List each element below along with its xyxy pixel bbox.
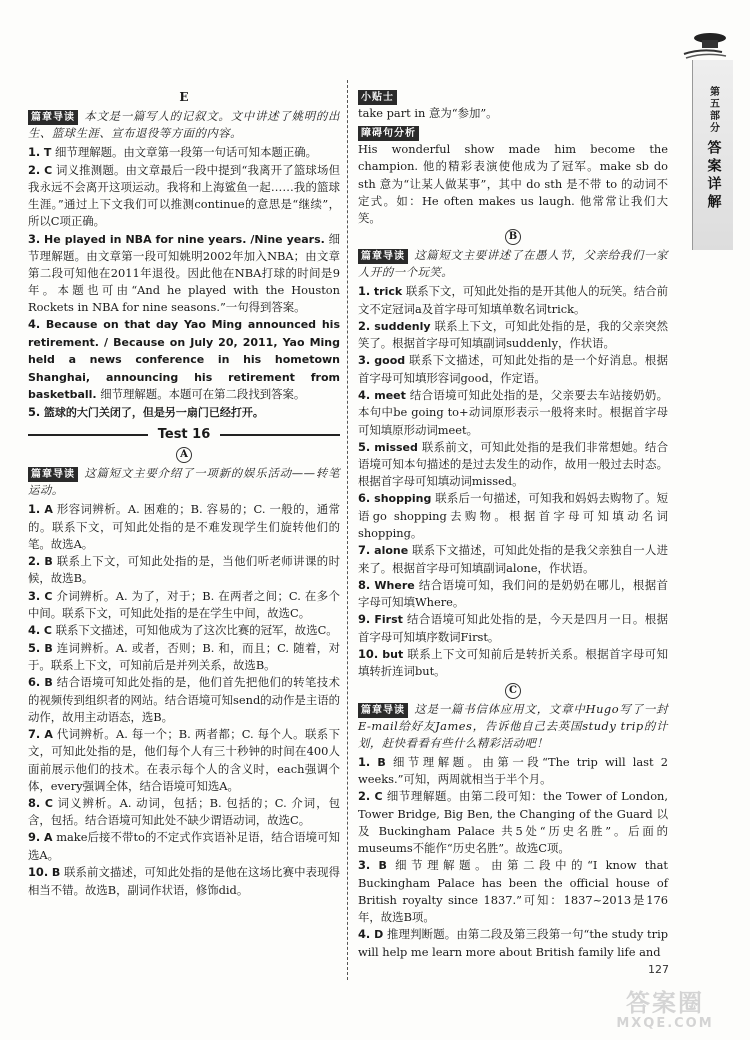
item-answer: B bbox=[44, 554, 53, 568]
sentence-tag: 障碍句分析 bbox=[358, 126, 419, 141]
tip-tag: 小贴士 bbox=[358, 90, 397, 105]
section-b-answers bbox=[358, 283, 668, 680]
answer-item bbox=[358, 646, 668, 681]
item-answer: B bbox=[51, 866, 61, 880]
item-explanation: 形容词辨析。A. 困难的；B. 容易的；C. 一般的，通常的。联系下文，可知此处指的是不难发现学生们旋转他们的笔。故选A。 bbox=[28, 502, 341, 551]
item-answer: B bbox=[377, 755, 386, 769]
item-explanation: 词义推测题。由文章最后一段中提到“我离开了篮球场但我永远不会离开这项运动。我将和上海鲨鱼一起……我的篮球生涯。”通过上下文我们可以推测continue的意思是“继续”，所以C项正确。 bbox=[28, 162, 341, 229]
section-a-answers bbox=[28, 501, 340, 898]
item-explanation: 介词辨析。A. 为了，对于；B. 在两者之间；C. 在多个中间。联系下文，可知此处指的是在学生中间，故选C。 bbox=[28, 588, 340, 621]
item-explanation: 细节理解题。本题可在第二段找到答案。 bbox=[100, 387, 306, 402]
answer-item bbox=[28, 588, 340, 623]
item-explanation: 联系下文，可知此处指的是开其他人的玩笑。结合前文不定冠词a及首字母可知填单数名词trick。 bbox=[358, 284, 669, 316]
answer-item bbox=[358, 857, 668, 926]
answer-item bbox=[28, 622, 340, 640]
test-title: Test 16 bbox=[157, 427, 211, 443]
answer-item bbox=[28, 231, 340, 317]
answer-item bbox=[358, 318, 668, 353]
answer-item bbox=[28, 553, 340, 588]
answer-item bbox=[358, 926, 668, 961]
watermark-logo bbox=[590, 990, 740, 1034]
item-answer: good bbox=[374, 354, 406, 368]
answer-item bbox=[28, 404, 340, 422]
item-answer: D bbox=[374, 928, 384, 942]
answer-item bbox=[28, 501, 340, 553]
page-number: 127 bbox=[648, 963, 669, 976]
item-number: 2. bbox=[358, 318, 371, 333]
item-number: 10. bbox=[28, 865, 49, 880]
item-explanation: 联系后一句描述，可知我和妈妈去购物了。短语go shopping去购物。根据首字母可知填动名词shopping。 bbox=[358, 491, 668, 540]
item-number: 2. bbox=[28, 162, 41, 177]
lead-text: 本文是一篇写人的记叙文。文中讲述了姚明的出生、篮球生涯、宣布退役等方面的内容。 bbox=[28, 109, 340, 141]
lead-tag: 篇章导读 bbox=[28, 110, 78, 125]
answer-item bbox=[358, 283, 668, 318]
item-answer: suddenly bbox=[374, 319, 431, 333]
item-explanation: 联系前文描述，可知此处指的是他在这场比赛中表现得相当不错。故选B，副词作状语，修饰did。 bbox=[28, 865, 340, 897]
item-answer: trick bbox=[373, 285, 403, 299]
graduation-cap-icon bbox=[682, 30, 732, 60]
item-number: 7. bbox=[358, 543, 371, 558]
item-number: 9. bbox=[28, 830, 41, 845]
answer-item bbox=[28, 829, 340, 864]
item-number: 3. bbox=[28, 231, 41, 246]
answer-item bbox=[28, 726, 340, 795]
heading-rule bbox=[220, 434, 340, 436]
item-explanation: 结合语境可知此处指的是，今天是四月一日。根据首字母可知填序数词First。 bbox=[358, 612, 668, 644]
answer-item bbox=[358, 611, 668, 646]
item-explanation: 结合语境可知此处指的是，父亲要去车站接奶奶。本句中be going to+动词原形表示一般将来时。根据首字母可知填原形动词meet。 bbox=[358, 387, 668, 437]
lead-text: 这是一篇书信体应用文，文章中Hugo写了一封E-mail给好友James，告诉他自己去英国study trip的计划，赶快看看有些什么精彩活动吧！ bbox=[358, 701, 668, 750]
item-answer: B bbox=[44, 641, 53, 655]
answer-item bbox=[28, 162, 340, 231]
item-answer: C bbox=[44, 163, 53, 177]
item-answer: C bbox=[374, 790, 383, 804]
item-explanation: 联系上下文可知前后是转折关系。根据首字母可知填转折连词but。 bbox=[358, 646, 668, 679]
item-number: 5. bbox=[28, 404, 41, 419]
item-answer: He played in NBA for nine years. /Nine years. bbox=[44, 232, 325, 246]
column-divider bbox=[347, 80, 348, 980]
answer-item bbox=[28, 640, 340, 675]
item-explanation: 推理判断题。由第二段及第三段第一句“the study trip will help me learn more about British family life and bbox=[358, 927, 668, 959]
item-number: 4. bbox=[28, 317, 41, 332]
answer-item bbox=[358, 439, 668, 491]
item-answer: C bbox=[44, 796, 53, 810]
item-answer: First bbox=[374, 613, 403, 627]
item-answer: C bbox=[44, 589, 53, 603]
item-number: 1. bbox=[28, 502, 41, 517]
item-explanation: 连词辨析。A. 或者，否则；B. 和，而且；C. 随着，对于。联系上下文，可知前后是并列关系，故选B。 bbox=[28, 640, 340, 673]
left-column bbox=[28, 88, 340, 899]
answer-item bbox=[28, 795, 340, 830]
item-answer: but bbox=[382, 647, 404, 661]
item-number: 8. bbox=[358, 577, 371, 592]
section-b-lead bbox=[358, 247, 668, 281]
item-explanation: 细节理解题。由文章第一段可知姚明2002年加入NBA；由文章第二段可知他在2011年退役。因此他在NBA打球的时间是9年。本题也可由“And he played with the Houston Rockets in NBA for nine seasons.”一句得到答案。 bbox=[28, 231, 341, 315]
section-a-heading: A bbox=[176, 447, 192, 463]
answer-item bbox=[358, 754, 668, 789]
watermark-line-2: MXQE.COM bbox=[616, 1016, 714, 1031]
tip-text: take part in 意为“参加”。 bbox=[358, 106, 498, 121]
answer-item bbox=[358, 788, 668, 857]
item-number: 4. bbox=[358, 927, 371, 942]
item-number: 4. bbox=[358, 387, 371, 402]
answer-item bbox=[358, 387, 668, 439]
lead-tag: 篇章导读 bbox=[28, 467, 78, 482]
item-number: 6. bbox=[358, 491, 371, 506]
item-explanation: make后接不带to的不定式作宾语补足语，结合语境可知选A。 bbox=[28, 830, 341, 862]
item-explanation: 结合语境可知，我们问的是奶奶在哪儿，根据首字母可知填Where。 bbox=[358, 577, 668, 610]
sentence-analysis-block bbox=[358, 124, 668, 227]
answer-item bbox=[28, 316, 340, 404]
answer-item bbox=[28, 864, 340, 899]
lead-tag: 篇章导读 bbox=[358, 249, 408, 264]
item-explanation: 联系上下文，可知此处指的是，我的父亲突然笑了。根据首字母可知填副词suddenly，作状语。 bbox=[358, 318, 668, 351]
section-side-strip bbox=[692, 60, 733, 250]
item-answer: Where bbox=[374, 578, 415, 592]
tip-block bbox=[358, 88, 668, 122]
item-number: 6. bbox=[28, 675, 41, 690]
section-c-lead bbox=[358, 701, 668, 752]
item-number: 2. bbox=[28, 553, 41, 568]
item-explanation: 结合语境可知此处指的是，他们首先把他们的转笔技术的视频传到组织者的网站。结合语境可知send的动作是主语的动作，故用主动语态，选B。 bbox=[28, 675, 341, 724]
item-answer: B bbox=[378, 859, 387, 873]
answer-item bbox=[358, 490, 668, 542]
item-explanation: 联系前文，可知此处指的是我们非常想她。结合语境可知本句描述的是过去发生的动作，故用一般过去时态。根据首字母可知填动词missed。 bbox=[358, 439, 668, 489]
watermark-line-1: 答案圈 bbox=[626, 989, 704, 1017]
item-number: 1. bbox=[358, 284, 371, 299]
item-number: 3. bbox=[358, 353, 371, 368]
item-answer: meet bbox=[374, 388, 406, 402]
item-number: 3. bbox=[28, 588, 41, 603]
section-a-lead bbox=[28, 465, 340, 499]
section-e-answers bbox=[28, 144, 340, 421]
sentence-text: His wonderful show made him become the champion. 他的精彩表演使他成为了冠军。make sb do sth 意为“让某人做某事”，其中 do sth 是不带 to 的动词不定式。如：He often makes us laugh. 他常常让我们大笑。 bbox=[358, 142, 668, 225]
item-answer: A bbox=[44, 727, 53, 741]
right-column bbox=[358, 88, 668, 961]
section-c-answers bbox=[358, 754, 668, 961]
item-answer: C bbox=[43, 624, 52, 638]
item-number: 5. bbox=[358, 439, 371, 454]
item-answer: shopping bbox=[374, 492, 432, 506]
item-explanation: 细节理解题。由第二段中的“I know that Buckingham Palace has been the official house of British royalty since 1837.”可知：1837~2013是176年，故选B项。 bbox=[358, 858, 668, 924]
item-explanation: 细节理解题。由第二段可知：the Tower of London, Tower Bridge, Big Ben, the Changing of the Guard 以及 Buckingham Palace 共5处“历史名胜”。后面的museums不能作“历史名胜”。故选C项。 bbox=[358, 789, 669, 856]
item-number: 9. bbox=[358, 612, 371, 627]
item-explanation: 联系下文描述，可知此处指的是我父亲独自一人进来了。根据首字母可知填副词alone，作状语。 bbox=[358, 543, 668, 575]
item-explanation: 代词辨析。A. 每一个；B. 两者都；C. 每个人。联系下文，可知此处指的是，他们每个人有三十秒钟的时间在400人面前展示他们的技术。在表示每个人的含义时，each强调个体，every强调全体，结合语境可知选A。 bbox=[28, 726, 341, 793]
item-answer: missed bbox=[374, 440, 418, 454]
heading-rule bbox=[28, 434, 148, 436]
item-number: 5. bbox=[28, 640, 41, 655]
item-answer: B bbox=[44, 676, 53, 690]
section-e-heading: E bbox=[179, 90, 189, 104]
item-answer: 篮球的大门关闭了，但是另一扇门已经打开。 bbox=[43, 405, 264, 419]
item-answer: Because on that day Yao Ming announced his retirement. / Because on July 20, 2011, Yao Ming held a news conference in his hometown Shanghai, announcing his retirement from basketball. bbox=[28, 318, 341, 402]
answer-item bbox=[28, 674, 340, 726]
section-c-heading: C bbox=[505, 683, 521, 699]
section-e-lead bbox=[28, 108, 340, 142]
item-explanation: 词义辨析。A. 动词，包括；B. 包括的；C. 介词，包含，包括。结合语境可知此处不缺少谓语动词，故选C。 bbox=[28, 795, 340, 828]
item-explanation: 联系下文描述，可知他成为了这次比赛的冠军，故选C。 bbox=[55, 623, 338, 638]
item-number: 7. bbox=[28, 726, 41, 741]
item-answer: T bbox=[43, 146, 52, 160]
item-answer: A bbox=[44, 503, 53, 517]
answer-detail-label: 答案详解 bbox=[705, 140, 722, 212]
item-number: 1. bbox=[28, 145, 41, 160]
lead-tag: 篇章导读 bbox=[358, 703, 408, 718]
answer-item bbox=[358, 577, 668, 612]
answer-item bbox=[358, 542, 668, 577]
lead-text: 这篇短文主要介绍了一项新的娱乐活动——转笔运动。 bbox=[28, 465, 340, 498]
item-number: 4. bbox=[28, 623, 41, 638]
item-number: 3. bbox=[358, 858, 371, 873]
item-answer: alone bbox=[374, 544, 409, 558]
item-number: 8. bbox=[28, 795, 41, 810]
part-label: 第五部分 bbox=[707, 86, 719, 134]
answer-item bbox=[28, 144, 340, 162]
test-heading bbox=[28, 425, 340, 445]
item-number: 1. bbox=[358, 754, 371, 769]
item-explanation: 联系下文描述，可知此处指的是一个好消息。根据首字母可知填形容词good，作定语。 bbox=[358, 353, 668, 385]
item-explanation: 联系上下文，可知此处指的是，当他们听老师讲课的时候，故选B。 bbox=[28, 553, 341, 586]
lead-text: 这篇短文主要讲述了在愚人节，父亲给我们一家人开的一个玩笑。 bbox=[358, 247, 668, 279]
item-answer: A bbox=[43, 831, 53, 845]
item-explanation: 细节理解题。由第一段“The trip will last 2 weeks.”可知，两周就相当于半个月。 bbox=[358, 754, 668, 787]
item-number: 2. bbox=[358, 789, 371, 804]
answer-item bbox=[358, 352, 668, 387]
item-explanation: 细节理解题。由文章第一段第一句话可知本题正确。 bbox=[55, 145, 318, 160]
item-number: 10. bbox=[358, 646, 379, 661]
section-b-heading: B bbox=[505, 229, 521, 245]
